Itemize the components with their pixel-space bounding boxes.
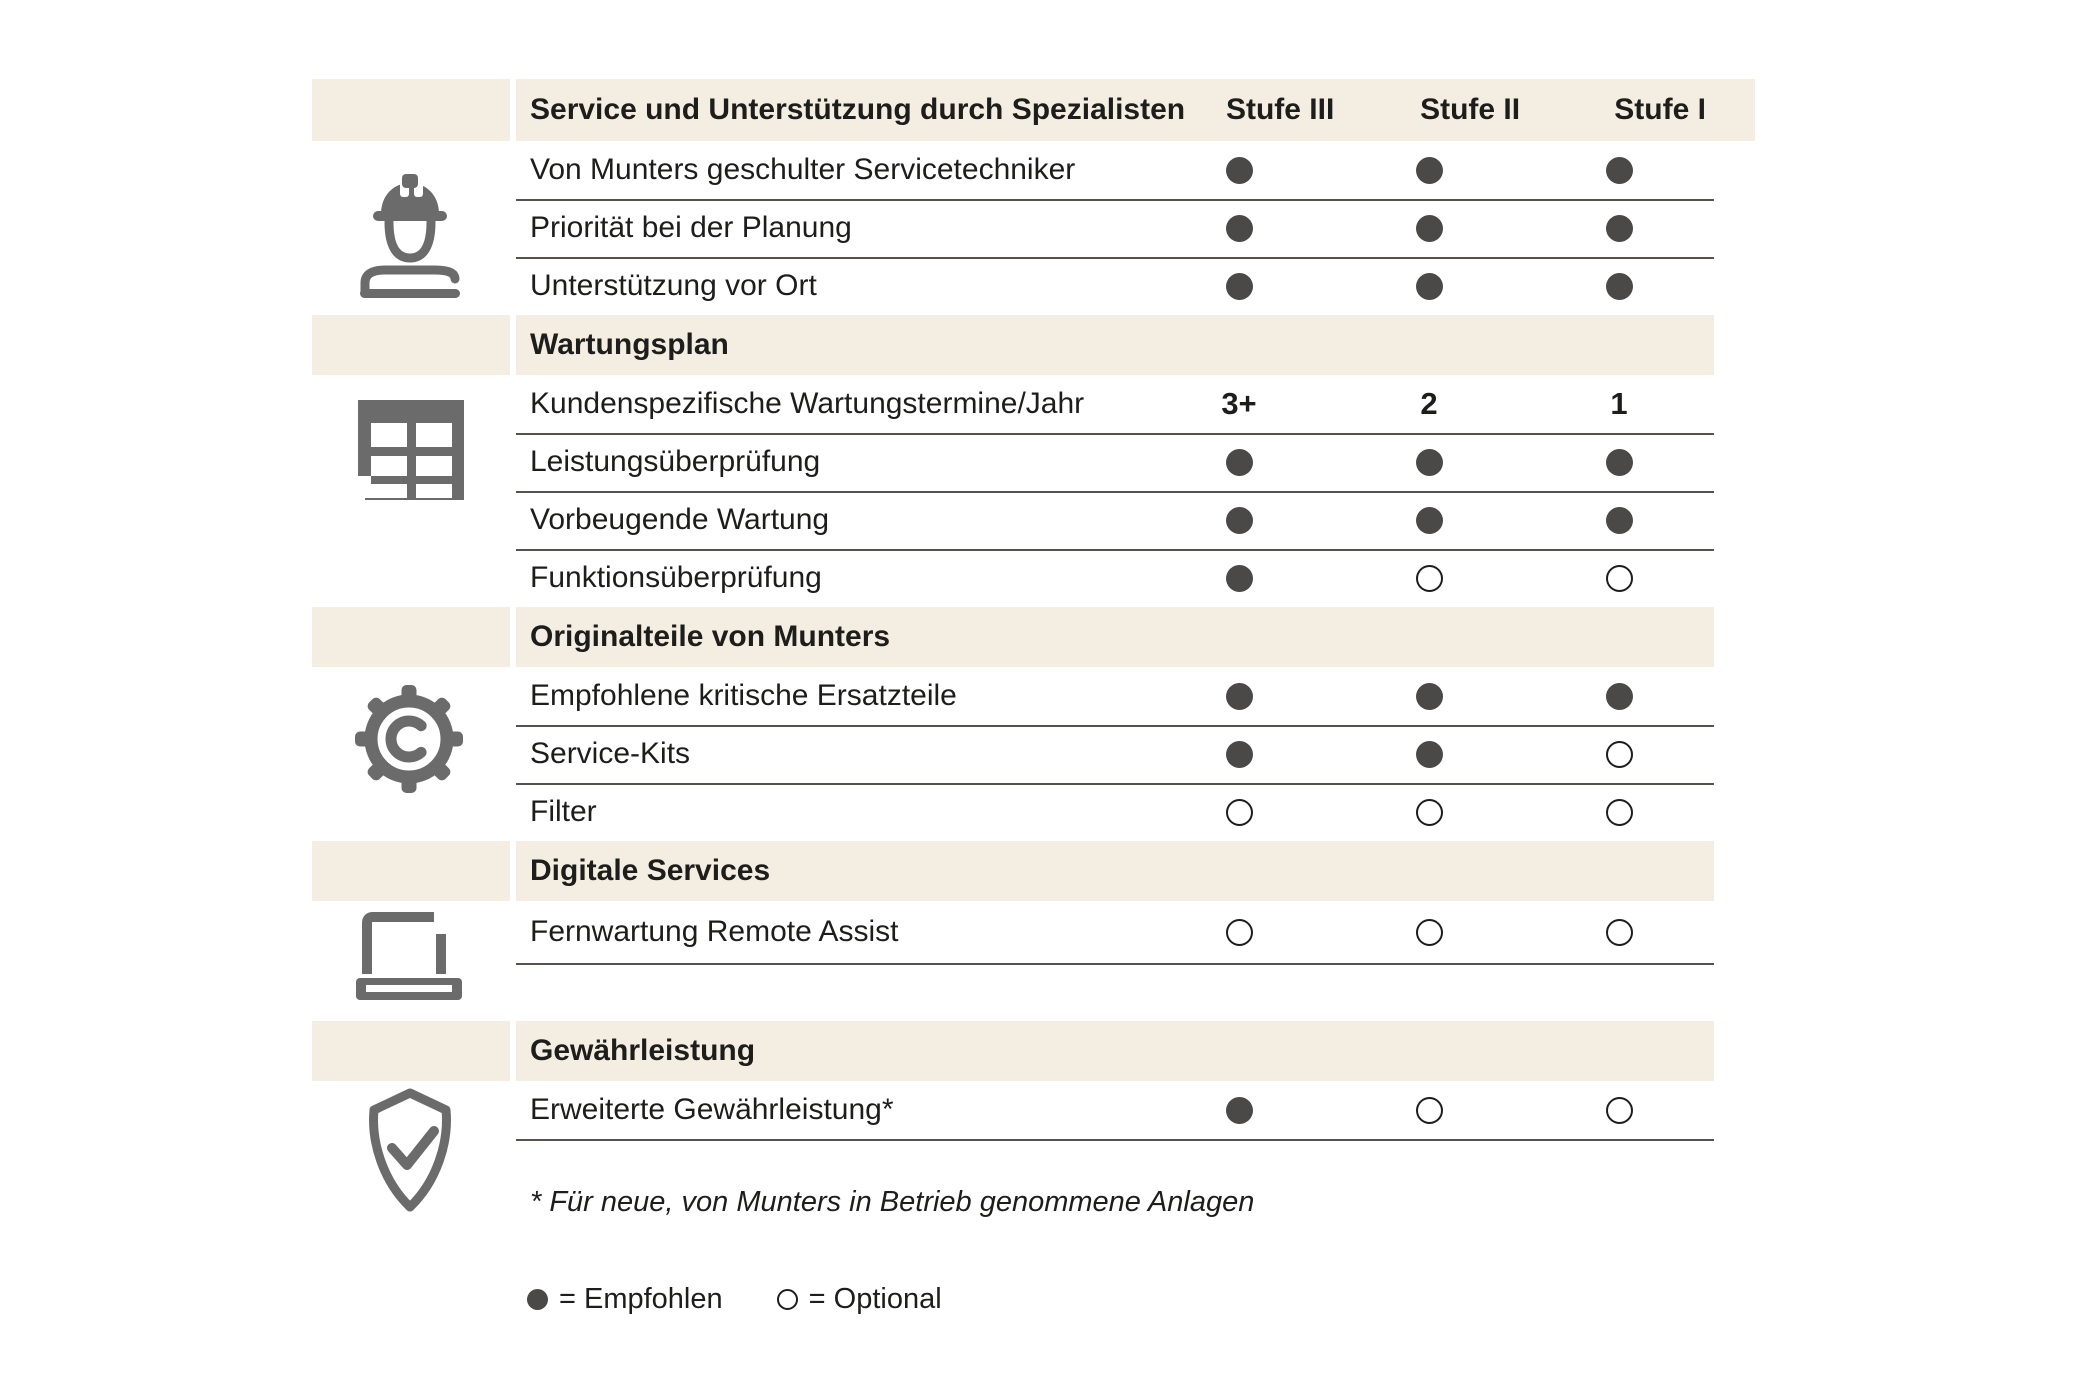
row-main — [516, 257, 1714, 315]
legend-item-empfohlen — [527, 1283, 723, 1316]
filled-dot-icon — [1606, 215, 1633, 242]
value-cell — [1334, 1081, 1524, 1139]
table-row — [312, 141, 1714, 199]
icon-column-cell — [312, 901, 510, 963]
open-dot-icon — [1606, 565, 1633, 592]
value-cell — [1524, 783, 1714, 841]
open-dot-icon — [1226, 919, 1253, 946]
value-cell — [1334, 375, 1524, 433]
icon-column-cell — [312, 433, 510, 491]
value-cell — [1524, 433, 1714, 491]
filled-dot-icon — [1416, 273, 1443, 300]
value-cell — [1524, 199, 1714, 257]
filled-dot-icon — [1226, 1097, 1253, 1124]
value-cell — [1334, 433, 1524, 491]
open-dot-icon — [1416, 1097, 1443, 1124]
column-header — [1375, 79, 1565, 141]
icon-column-cell — [312, 725, 510, 783]
filled-dot-icon — [1226, 565, 1253, 592]
table-row — [312, 199, 1714, 257]
filled-dot-icon — [1226, 507, 1253, 534]
value-cell — [1524, 667, 1714, 725]
value-cell — [1334, 199, 1524, 257]
section-title: Digitale Services — [530, 854, 771, 887]
table-row — [312, 433, 1714, 491]
icon-column-cell — [312, 79, 510, 141]
footnote: * Für neue, von Munters in Betrieb genommene Anlagen — [530, 1186, 1255, 1218]
open-dot-icon — [1606, 741, 1633, 768]
value-cell — [1524, 375, 1714, 433]
value-cell — [1524, 491, 1714, 549]
legend-label: = Empfohlen — [559, 1283, 723, 1315]
band-main — [516, 1021, 1714, 1081]
section-band — [312, 841, 1714, 901]
row-main — [516, 901, 1714, 965]
filled-dot-icon — [1416, 449, 1443, 476]
table-row — [312, 901, 1714, 963]
row-label: Funktionsüberprüfung — [530, 561, 822, 594]
value-cell — [1334, 725, 1524, 783]
filled-dot-icon — [1416, 683, 1443, 710]
section-title: Wartungsplan — [530, 328, 729, 361]
row-main — [516, 199, 1714, 259]
icon-column-cell — [312, 1081, 510, 1139]
filled-dot-icon — [1416, 507, 1443, 534]
section-title: Gewährleistung — [530, 1034, 756, 1067]
row-main — [516, 141, 1714, 201]
value-text: 2 — [1420, 386, 1438, 421]
icon-column-cell — [312, 607, 510, 667]
filled-dot-icon — [527, 1289, 548, 1310]
table-header-row — [312, 79, 1714, 141]
row-label: Fernwartung Remote Assist — [530, 915, 899, 948]
value-cell — [1144, 783, 1334, 841]
open-dot-icon — [1606, 1097, 1633, 1124]
value-cell — [1144, 901, 1334, 963]
open-dot-icon — [1226, 799, 1253, 826]
open-dot-icon — [1416, 919, 1443, 946]
value-cell — [1334, 667, 1524, 725]
table-row — [312, 667, 1714, 725]
filled-dot-icon — [1226, 157, 1253, 184]
filled-dot-icon — [1606, 507, 1633, 534]
row-main — [516, 725, 1714, 785]
value-cell — [1334, 491, 1524, 549]
column-header — [1565, 79, 1755, 141]
value-cell — [1144, 725, 1334, 783]
value-cell — [1334, 783, 1524, 841]
icon-column-cell — [312, 1021, 510, 1081]
value-cell — [1524, 549, 1714, 607]
filled-dot-icon — [1226, 215, 1253, 242]
filled-dot-icon — [1416, 157, 1443, 184]
row-label: Unterstützung vor Ort — [530, 269, 817, 302]
value-text: 3+ — [1221, 386, 1257, 421]
value-cell — [1144, 1081, 1334, 1139]
row-main — [516, 433, 1714, 493]
icon-column-cell — [312, 841, 510, 901]
band-main — [516, 315, 1714, 375]
row-main — [516, 549, 1714, 607]
band-main — [516, 841, 1714, 901]
table-row — [312, 375, 1714, 433]
row-label: Service-Kits — [530, 737, 691, 770]
value-cell — [1524, 901, 1714, 963]
value-cell — [1524, 257, 1714, 315]
filled-dot-icon — [1416, 741, 1443, 768]
value-text: 1 — [1610, 386, 1628, 421]
section-band — [312, 315, 1714, 375]
open-dot-icon — [1416, 565, 1443, 592]
value-cell — [1144, 257, 1334, 315]
row-label: Leistungsüberprüfung — [530, 445, 821, 478]
filled-dot-icon — [1606, 273, 1633, 300]
value-cell — [1144, 667, 1334, 725]
row-label: Erweiterte Gewährleistung* — [530, 1093, 894, 1126]
value-cell — [1144, 141, 1334, 199]
section-band — [312, 607, 1714, 667]
table-row — [312, 549, 1714, 607]
column-header-label: Stufe I — [1614, 93, 1706, 126]
table-header-label: Service und Unterstützung durch Spezialisten — [530, 93, 1186, 126]
spacer — [312, 963, 1714, 1021]
open-dot-icon — [1606, 799, 1633, 826]
table-row — [312, 491, 1714, 549]
value-cell — [1144, 433, 1334, 491]
value-cell — [1144, 549, 1334, 607]
filled-dot-icon — [1606, 449, 1633, 476]
column-header-label: Stufe III — [1225, 93, 1335, 126]
table-row — [312, 725, 1714, 783]
filled-dot-icon — [1226, 683, 1253, 710]
value-cell — [1334, 257, 1524, 315]
icon-column-cell — [312, 491, 510, 549]
legend — [527, 1283, 1714, 1316]
open-dot-icon — [1416, 799, 1443, 826]
filled-dot-icon — [1226, 273, 1253, 300]
column-header — [1185, 79, 1375, 141]
row-label: Empfohlene kritische Ersatzteile — [530, 679, 957, 712]
comparison-table — [312, 79, 1714, 1316]
filled-dot-icon — [1606, 683, 1633, 710]
value-cell — [1144, 491, 1334, 549]
filled-dot-icon — [1226, 741, 1253, 768]
value-cell — [1334, 901, 1524, 963]
row-main — [516, 1081, 1714, 1141]
icon-column-cell — [312, 549, 510, 607]
icon-column-cell — [312, 257, 510, 315]
band-main — [516, 79, 1755, 141]
filled-dot-icon — [1226, 449, 1253, 476]
row-main — [516, 667, 1714, 727]
row-main — [516, 491, 1714, 551]
legend-item-optional — [777, 1283, 942, 1316]
row-label: Von Munters geschulter Servicetechniker — [530, 153, 1076, 186]
column-header-label: Stufe II — [1420, 93, 1521, 126]
row-label: Kundenspezifische Wartungstermine/Jahr — [530, 387, 1085, 420]
table-rows — [312, 79, 1714, 1139]
value-cell — [1334, 549, 1524, 607]
value-cell — [1524, 725, 1714, 783]
value-cell — [1144, 375, 1334, 433]
filled-dot-icon — [1416, 215, 1443, 242]
value-cell — [1334, 141, 1524, 199]
value-cell — [1524, 141, 1714, 199]
icon-column-cell — [312, 141, 510, 199]
band-main — [516, 607, 1714, 667]
icon-column-cell — [312, 783, 510, 841]
row-label: Vorbeugende Wartung — [530, 503, 830, 536]
value-cell — [1524, 1081, 1714, 1139]
filled-dot-icon — [1606, 157, 1633, 184]
row-label: Priorität bei der Planung — [530, 211, 852, 244]
section-band — [312, 1021, 1714, 1081]
section-title: Originalteile von Munters — [530, 620, 891, 653]
open-dot-icon — [1606, 919, 1633, 946]
open-dot-icon — [777, 1289, 798, 1310]
row-main — [516, 783, 1714, 841]
row-main — [516, 375, 1714, 435]
value-cell — [1144, 199, 1334, 257]
icon-column-cell — [312, 315, 510, 375]
table-row — [312, 1081, 1714, 1139]
icon-column-cell — [312, 199, 510, 257]
icon-column-cell — [312, 667, 510, 725]
legend-label: = Optional — [808, 1283, 942, 1315]
table-row — [312, 783, 1714, 841]
icon-column-cell — [312, 375, 510, 433]
row-label: Filter — [530, 795, 597, 828]
table-row — [312, 257, 1714, 315]
